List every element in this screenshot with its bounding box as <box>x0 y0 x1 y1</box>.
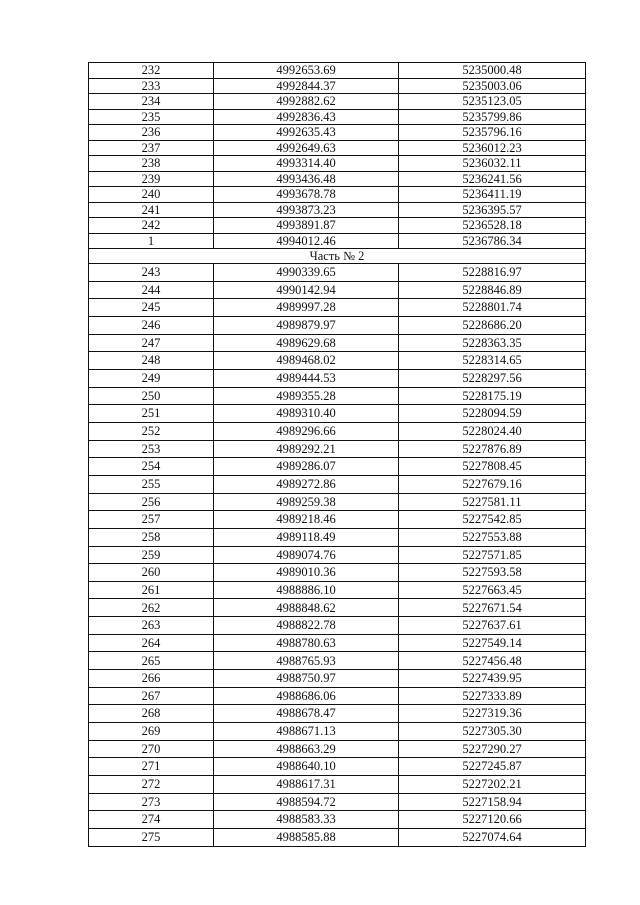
table-row <box>89 370 585 388</box>
x-coordinate-cell: 4988765.93 <box>213 652 398 669</box>
x-coordinate-cell: 4989629.68 <box>213 335 398 352</box>
x-coordinate-cell: 4993873.23 <box>213 203 398 218</box>
table-row <box>89 564 585 582</box>
table-row <box>89 187 585 203</box>
row-number-cell: 250 <box>141 388 161 403</box>
x-coordinate-cell: 4989468.02 <box>213 352 398 369</box>
table-row <box>89 758 585 776</box>
y-coordinate-cell: 5228363.35 <box>398 335 585 352</box>
row-number-cell: 243 <box>141 265 161 280</box>
table-row <box>89 670 585 688</box>
table-row <box>89 264 585 282</box>
y-coordinate-cell: 5228816.97 <box>398 264 585 281</box>
table-row <box>89 617 585 635</box>
y-coordinate-cell: 5235003.06 <box>398 79 585 94</box>
table-row <box>89 599 585 617</box>
table-row <box>89 125 585 141</box>
row-number-cell: 260 <box>141 565 161 580</box>
y-coordinate-cell: 5236411.19 <box>398 187 585 202</box>
row-number-cell: 255 <box>141 476 161 491</box>
y-coordinate-cell: 5228846.89 <box>398 282 585 299</box>
x-coordinate-cell: 4988663.29 <box>213 741 398 758</box>
x-coordinate-cell: 4988822.78 <box>213 617 398 634</box>
row-number-cell: 232 <box>141 63 161 77</box>
row-number-cell: 273 <box>141 794 161 809</box>
y-coordinate-cell: 5227333.89 <box>398 688 585 705</box>
x-coordinate-cell: 4989218.46 <box>213 511 398 528</box>
row-number-cell: 242 <box>141 218 161 232</box>
x-coordinate-cell: 4993314.40 <box>213 156 398 171</box>
table-row <box>89 582 585 600</box>
row-number-cell: 274 <box>141 812 161 827</box>
x-coordinate-cell: 4994012.46 <box>213 234 398 249</box>
y-coordinate-cell: 5228686.20 <box>398 317 585 334</box>
y-coordinate-cell: 5227581.11 <box>398 494 585 511</box>
y-coordinate-cell: 5227571.85 <box>398 547 585 564</box>
y-coordinate-cell: 5227671.54 <box>398 599 585 616</box>
table-row <box>89 317 585 335</box>
row-number-cell: 248 <box>141 353 161 368</box>
x-coordinate-cell: 4993678.78 <box>213 187 398 202</box>
x-coordinate-cell: 4988640.10 <box>213 758 398 775</box>
table-row <box>89 282 585 300</box>
table-row <box>89 94 585 110</box>
y-coordinate-cell: 5228024.40 <box>398 423 585 440</box>
y-coordinate-cell: 5235000.48 <box>398 63 585 78</box>
row-number-cell: 269 <box>141 724 161 739</box>
row-number-cell: 246 <box>141 318 161 333</box>
y-coordinate-cell: 5236032.11 <box>398 156 585 171</box>
y-coordinate-cell: 5236528.18 <box>398 218 585 233</box>
y-coordinate-cell: 5227593.58 <box>398 564 585 581</box>
x-coordinate-cell: 4989286.07 <box>213 458 398 475</box>
x-coordinate-cell: 4989292.21 <box>213 441 398 458</box>
y-coordinate-cell: 5227290.27 <box>398 741 585 758</box>
x-coordinate-cell: 4992882.62 <box>213 94 398 109</box>
table-row <box>89 776 585 794</box>
x-coordinate-cell: 4992844.37 <box>213 79 398 94</box>
row-number-cell: 238 <box>141 156 161 170</box>
x-coordinate-cell: 4988780.63 <box>213 635 398 652</box>
row-number-cell: 266 <box>141 671 161 686</box>
row-number-cell: 244 <box>141 282 161 297</box>
y-coordinate-cell: 5227808.45 <box>398 458 585 475</box>
x-coordinate-cell: 4988678.47 <box>213 705 398 722</box>
y-coordinate-cell: 5235123.05 <box>398 94 585 109</box>
row-number-cell: 271 <box>141 759 161 774</box>
y-coordinate-cell: 5235796.16 <box>398 125 585 140</box>
row-number-cell: 262 <box>141 600 161 615</box>
x-coordinate-cell: 4988750.97 <box>213 670 398 687</box>
x-coordinate-cell: 4990142.94 <box>213 282 398 299</box>
table-row <box>89 688 585 706</box>
table-row <box>89 63 585 79</box>
x-coordinate-cell: 4989355.28 <box>213 388 398 405</box>
table-row <box>89 441 585 459</box>
x-coordinate-cell: 4988886.10 <box>213 582 398 599</box>
row-number-cell: 258 <box>141 529 161 544</box>
y-coordinate-cell: 5228297.56 <box>398 370 585 387</box>
row-number-cell: 247 <box>141 335 161 350</box>
table-row <box>89 141 585 157</box>
y-coordinate-cell: 5227202.21 <box>398 776 585 793</box>
row-number-cell: 253 <box>141 441 161 456</box>
row-number-cell: 261 <box>141 582 161 597</box>
table-row <box>89 458 585 476</box>
table-row <box>89 203 585 219</box>
table-row <box>89 547 585 565</box>
table-row <box>89 156 585 172</box>
x-coordinate-cell: 4989118.49 <box>213 529 398 546</box>
x-coordinate-cell: 4988594.72 <box>213 794 398 811</box>
table-row <box>89 511 585 529</box>
row-number-cell: 263 <box>141 618 161 633</box>
y-coordinate-cell: 5228801.74 <box>398 299 585 316</box>
table-row <box>89 652 585 670</box>
x-coordinate-cell: 4990339.65 <box>213 264 398 281</box>
coordinates-table <box>88 62 586 847</box>
x-coordinate-cell: 4989444.53 <box>213 370 398 387</box>
y-coordinate-cell: 5227549.14 <box>398 635 585 652</box>
table-row <box>89 494 585 512</box>
row-number-cell: 236 <box>141 125 161 139</box>
y-coordinate-cell: 5236012.23 <box>398 141 585 156</box>
x-coordinate-cell: 4989074.76 <box>213 547 398 564</box>
table-row <box>89 423 585 441</box>
x-coordinate-cell: 4993891.87 <box>213 218 398 233</box>
x-coordinate-cell: 4988848.62 <box>213 599 398 616</box>
row-number-cell: 272 <box>141 777 161 792</box>
part1-table-body <box>89 63 585 249</box>
table-row <box>89 741 585 759</box>
row-number-cell: 249 <box>141 371 161 386</box>
y-coordinate-cell: 5227637.61 <box>398 617 585 634</box>
y-coordinate-cell: 5235799.86 <box>398 110 585 125</box>
x-coordinate-cell: 4988686.06 <box>213 688 398 705</box>
row-number-cell: 241 <box>141 202 161 217</box>
y-coordinate-cell: 5227456.48 <box>398 652 585 669</box>
x-coordinate-cell: 4992649.63 <box>213 141 398 156</box>
row-number-cell: 254 <box>141 459 161 474</box>
row-number-cell: 270 <box>141 741 161 756</box>
table-row <box>89 705 585 723</box>
row-number-cell: 259 <box>141 547 161 562</box>
y-coordinate-cell: 5227439.95 <box>398 670 585 687</box>
y-coordinate-cell: 5228094.59 <box>398 405 585 422</box>
x-coordinate-cell: 4992635.43 <box>213 125 398 140</box>
row-number-cell: 239 <box>141 171 161 186</box>
table-row <box>89 811 585 829</box>
x-coordinate-cell: 4988585.88 <box>213 829 398 846</box>
y-coordinate-cell: 5228314.65 <box>398 352 585 369</box>
table-row <box>89 172 585 188</box>
table-row <box>89 234 585 250</box>
x-coordinate-cell: 4989010.36 <box>213 564 398 581</box>
y-coordinate-cell: 5227553.88 <box>398 529 585 546</box>
y-coordinate-cell: 5236395.57 <box>398 203 585 218</box>
x-coordinate-cell: 4988583.33 <box>213 811 398 828</box>
y-coordinate-cell: 5227245.87 <box>398 758 585 775</box>
table-row <box>89 794 585 812</box>
y-coordinate-cell: 5227074.64 <box>398 829 585 846</box>
table-row <box>89 405 585 423</box>
y-coordinate-cell: 5227663.45 <box>398 582 585 599</box>
part2-table-body <box>89 264 585 847</box>
section-heading: Часть № 2 <box>89 249 585 264</box>
row-number-cell: 233 <box>141 78 161 93</box>
row-number-cell: 234 <box>141 94 161 108</box>
table-row <box>89 299 585 317</box>
row-number-cell: 275 <box>141 830 161 845</box>
x-coordinate-cell: 4992653.69 <box>213 63 398 78</box>
y-coordinate-cell: 5227542.85 <box>398 511 585 528</box>
y-coordinate-cell: 5236786.34 <box>398 234 585 249</box>
row-number-cell: 245 <box>141 300 161 315</box>
x-coordinate-cell: 4988671.13 <box>213 723 398 740</box>
y-coordinate-cell: 5227120.66 <box>398 811 585 828</box>
x-coordinate-cell: 4992836.43 <box>213 110 398 125</box>
y-coordinate-cell: 5227305.30 <box>398 723 585 740</box>
table-row <box>89 529 585 547</box>
table-row <box>89 110 585 126</box>
row-number-cell: 237 <box>141 140 161 155</box>
x-coordinate-cell: 4989310.40 <box>213 405 398 422</box>
row-number-cell: 265 <box>141 653 161 668</box>
table-row <box>89 218 585 234</box>
row-number-cell: 264 <box>141 635 161 650</box>
row-number-cell: 257 <box>141 512 161 527</box>
x-coordinate-cell: 4989272.86 <box>213 476 398 493</box>
table-row <box>89 723 585 741</box>
y-coordinate-cell: 5236241.56 <box>398 172 585 187</box>
x-coordinate-cell: 4989296.66 <box>213 423 398 440</box>
table-row <box>89 388 585 406</box>
row-number-cell: 240 <box>141 187 161 201</box>
row-number-cell: 251 <box>141 406 161 421</box>
x-coordinate-cell: 4989259.38 <box>213 494 398 511</box>
table-row <box>89 352 585 370</box>
row-number-cell: 256 <box>141 494 161 509</box>
y-coordinate-cell: 5227679.16 <box>398 476 585 493</box>
y-coordinate-cell: 5227158.94 <box>398 794 585 811</box>
row-number-cell: 252 <box>141 423 161 438</box>
row-number-cell: 267 <box>141 688 161 703</box>
table-row <box>89 79 585 95</box>
x-coordinate-cell: 4993436.48 <box>213 172 398 187</box>
y-coordinate-cell: 5227876.89 <box>398 441 585 458</box>
x-coordinate-cell: 4989879.97 <box>213 317 398 334</box>
table-row <box>89 829 585 847</box>
table-row <box>89 476 585 494</box>
table-row <box>89 335 585 353</box>
y-coordinate-cell: 5227319.36 <box>398 705 585 722</box>
x-coordinate-cell: 4988617.31 <box>213 776 398 793</box>
row-number-cell: 235 <box>141 109 161 124</box>
row-number-cell: 1 <box>147 233 155 248</box>
x-coordinate-cell: 4989997.28 <box>213 299 398 316</box>
y-coordinate-cell: 5228175.19 <box>398 388 585 405</box>
row-number-cell: 268 <box>141 706 161 721</box>
table-row <box>89 635 585 653</box>
